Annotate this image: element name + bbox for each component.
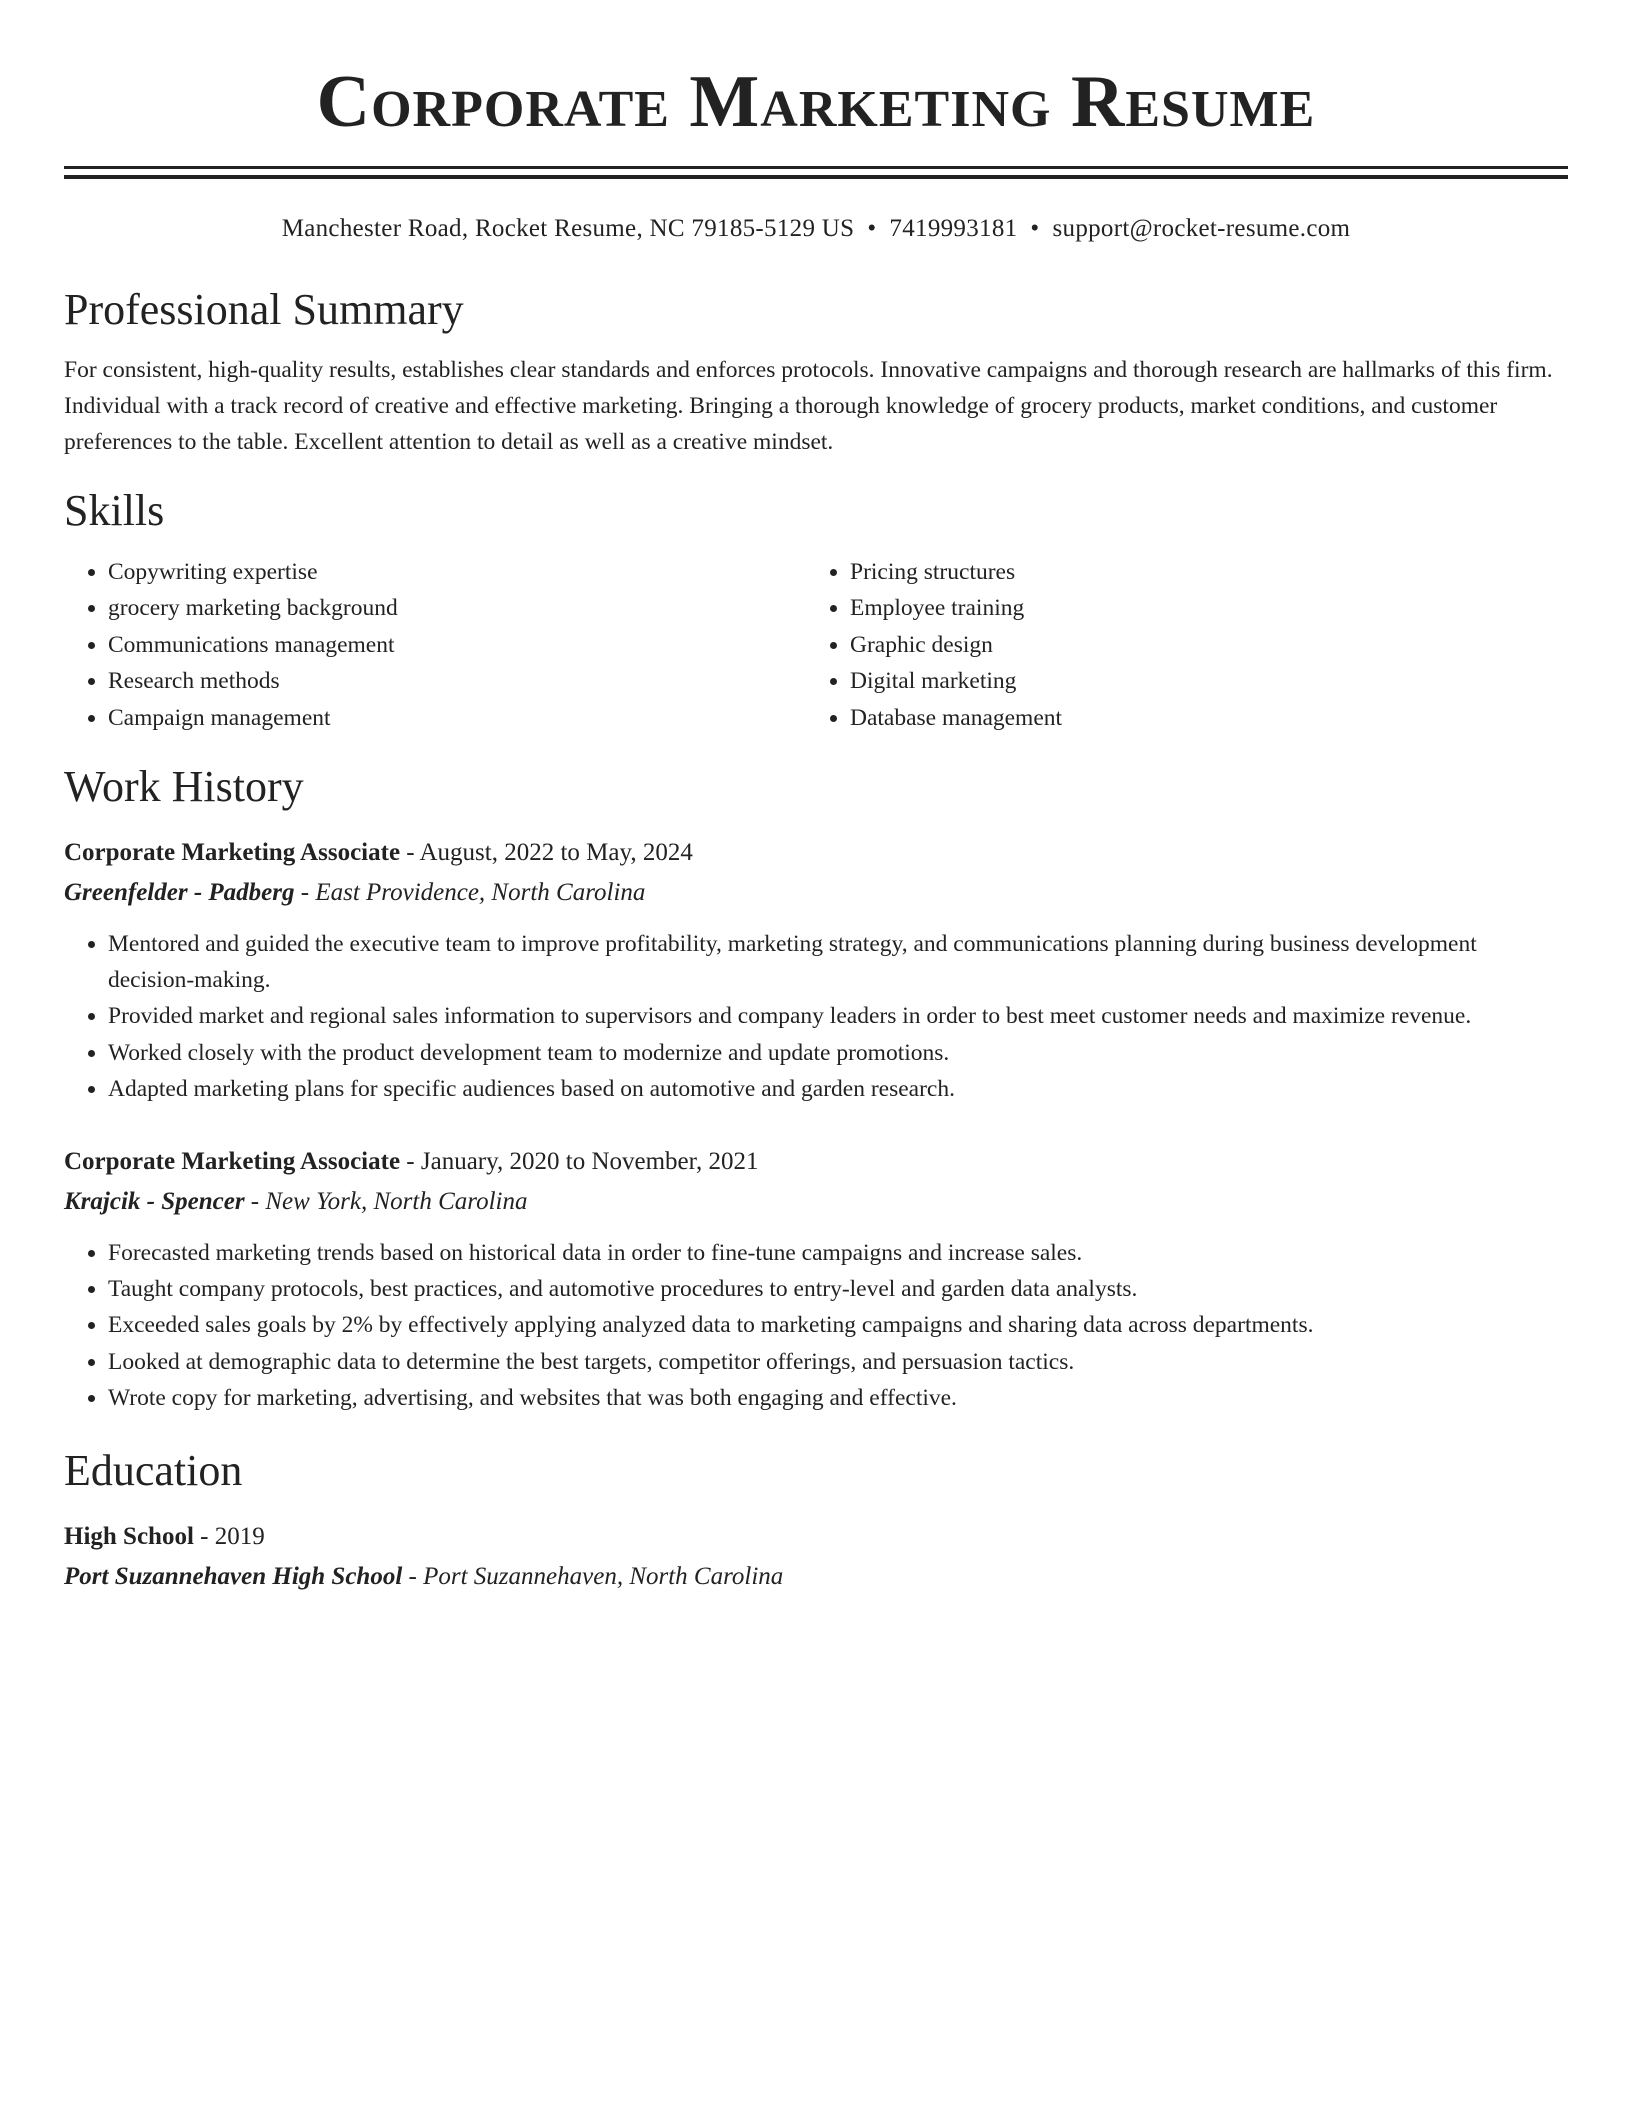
contact-email: support@rocket-resume.com <box>1052 215 1351 242</box>
job-company-line <box>64 876 1568 910</box>
job-bullet: • Looked at demographic data to determine the best targets, competitor offerings, and persuasion tactics. <box>108 1344 1568 1380</box>
education-heading: Education <box>64 1446 243 1496</box>
job-bullet: • Wrote copy for marketing, advertising, and websites that was both engaging and effective. <box>108 1380 1568 1416</box>
education-year: - 2019 <box>200 1523 265 1551</box>
contact-address: Manchester Road, Rocket Resume, NC 79185-5129 US <box>281 215 855 242</box>
skill-item: • Communications management <box>108 627 806 663</box>
contact-separator: • <box>1030 215 1040 242</box>
skill-item: • Digital marketing <box>850 663 1568 699</box>
education-degree: High School <box>64 1523 194 1551</box>
job-bullet: • Forecasted marketing trends based on historical data in order to fine-tune campaigns and increase sales. <box>108 1235 1568 1271</box>
skills-list-right <box>806 554 1568 736</box>
summary-section <box>64 283 1568 460</box>
job-bullet: • Mentored and guided the executive team to improve profitability, marketing strategy, and communications planning during business development decision-making. <box>108 926 1568 998</box>
education-entry <box>64 1520 1568 1594</box>
education-section <box>64 1444 1568 1594</box>
job-entry <box>64 836 1568 1107</box>
job-bullet: • Provided market and regional sales information to supervisors and company leaders in order to best meet customer needs and maximize revenue. <box>108 998 1568 1034</box>
summary-heading: Professional Summary <box>64 285 464 334</box>
skills-section <box>64 484 1568 736</box>
job-location: - East Providence, North Carolina <box>300 879 646 907</box>
job-bullet: • Worked closely with the product development team to modernize and update promotions. <box>108 1035 1568 1071</box>
contact-separator: • <box>867 215 877 242</box>
skill-item: • Pricing structures <box>850 554 1568 590</box>
job-header <box>64 1145 1568 1179</box>
job-bullets <box>64 926 1568 1107</box>
job-entry <box>64 1145 1568 1416</box>
skill-item: • Database management <box>850 700 1568 736</box>
work-history-heading: Work History <box>64 762 304 812</box>
contact-phone: 7419993181 <box>889 215 1018 242</box>
skill-item: • Graphic design <box>850 627 1568 663</box>
job-company-line <box>64 1185 1568 1219</box>
contact-line <box>64 213 1568 245</box>
job-dates: - January, 2020 to November, 2021 <box>406 1148 759 1176</box>
skill-item: • Copywriting expertise <box>108 554 806 590</box>
job-company: Krajcik - Spencer <box>64 1188 245 1216</box>
skill-item: • Campaign management <box>108 700 806 736</box>
job-location: - New York, North Carolina <box>250 1188 528 1216</box>
skill-item: • Research methods <box>108 663 806 699</box>
job-title: Corporate Marketing Associate <box>64 1148 401 1176</box>
job-dates: - August, 2022 to May, 2024 <box>406 839 693 867</box>
summary-text: For consistent, high-quality results, establishes clear standards and enforces protocols. Innovative campaigns and thorough research are hallmarks of this firm. Individual with a track record of creative and effective marketing. Bringing a thorough knowledge of grocery products, market conditions, and customer preferences to the table. Excellent attention to detail as well as a creative mindset. <box>64 357 1553 455</box>
job-company: Greenfelder - Padberg <box>64 879 295 907</box>
education-school: Port Suzannehaven High School <box>64 1563 403 1591</box>
skill-item: • Employee training <box>850 590 1568 626</box>
job-bullet: • Taught company protocols, best practices, and automotive procedures to entry-level and garden data analysts. <box>108 1271 1568 1307</box>
job-bullets <box>64 1235 1568 1416</box>
skills-heading: Skills <box>64 486 165 535</box>
job-bullet: • Exceeded sales goals by 2% by effectively applying analyzed data to marketing campaigns and sharing data across departments. <box>108 1307 1568 1343</box>
education-header <box>64 1520 1568 1554</box>
resume-page <box>64 0 1568 1594</box>
education-school-line <box>64 1560 1568 1594</box>
skills-list-left <box>64 554 806 736</box>
education-location: - Port Suzannehaven, North Carolina <box>408 1563 784 1591</box>
title-divider-bottom <box>64 175 1568 179</box>
job-header <box>64 836 1568 870</box>
work-history-section <box>64 760 1568 1416</box>
skill-item: • grocery marketing background <box>108 590 806 626</box>
title-divider-top <box>64 166 1568 169</box>
job-title: Corporate Marketing Associate <box>64 839 401 867</box>
skills-columns <box>64 554 1568 736</box>
resume-title: Corporate Marketing Resume <box>316 61 1316 143</box>
job-bullet: • Adapted marketing plans for specific audiences based on automotive and garden research. <box>108 1071 1568 1107</box>
